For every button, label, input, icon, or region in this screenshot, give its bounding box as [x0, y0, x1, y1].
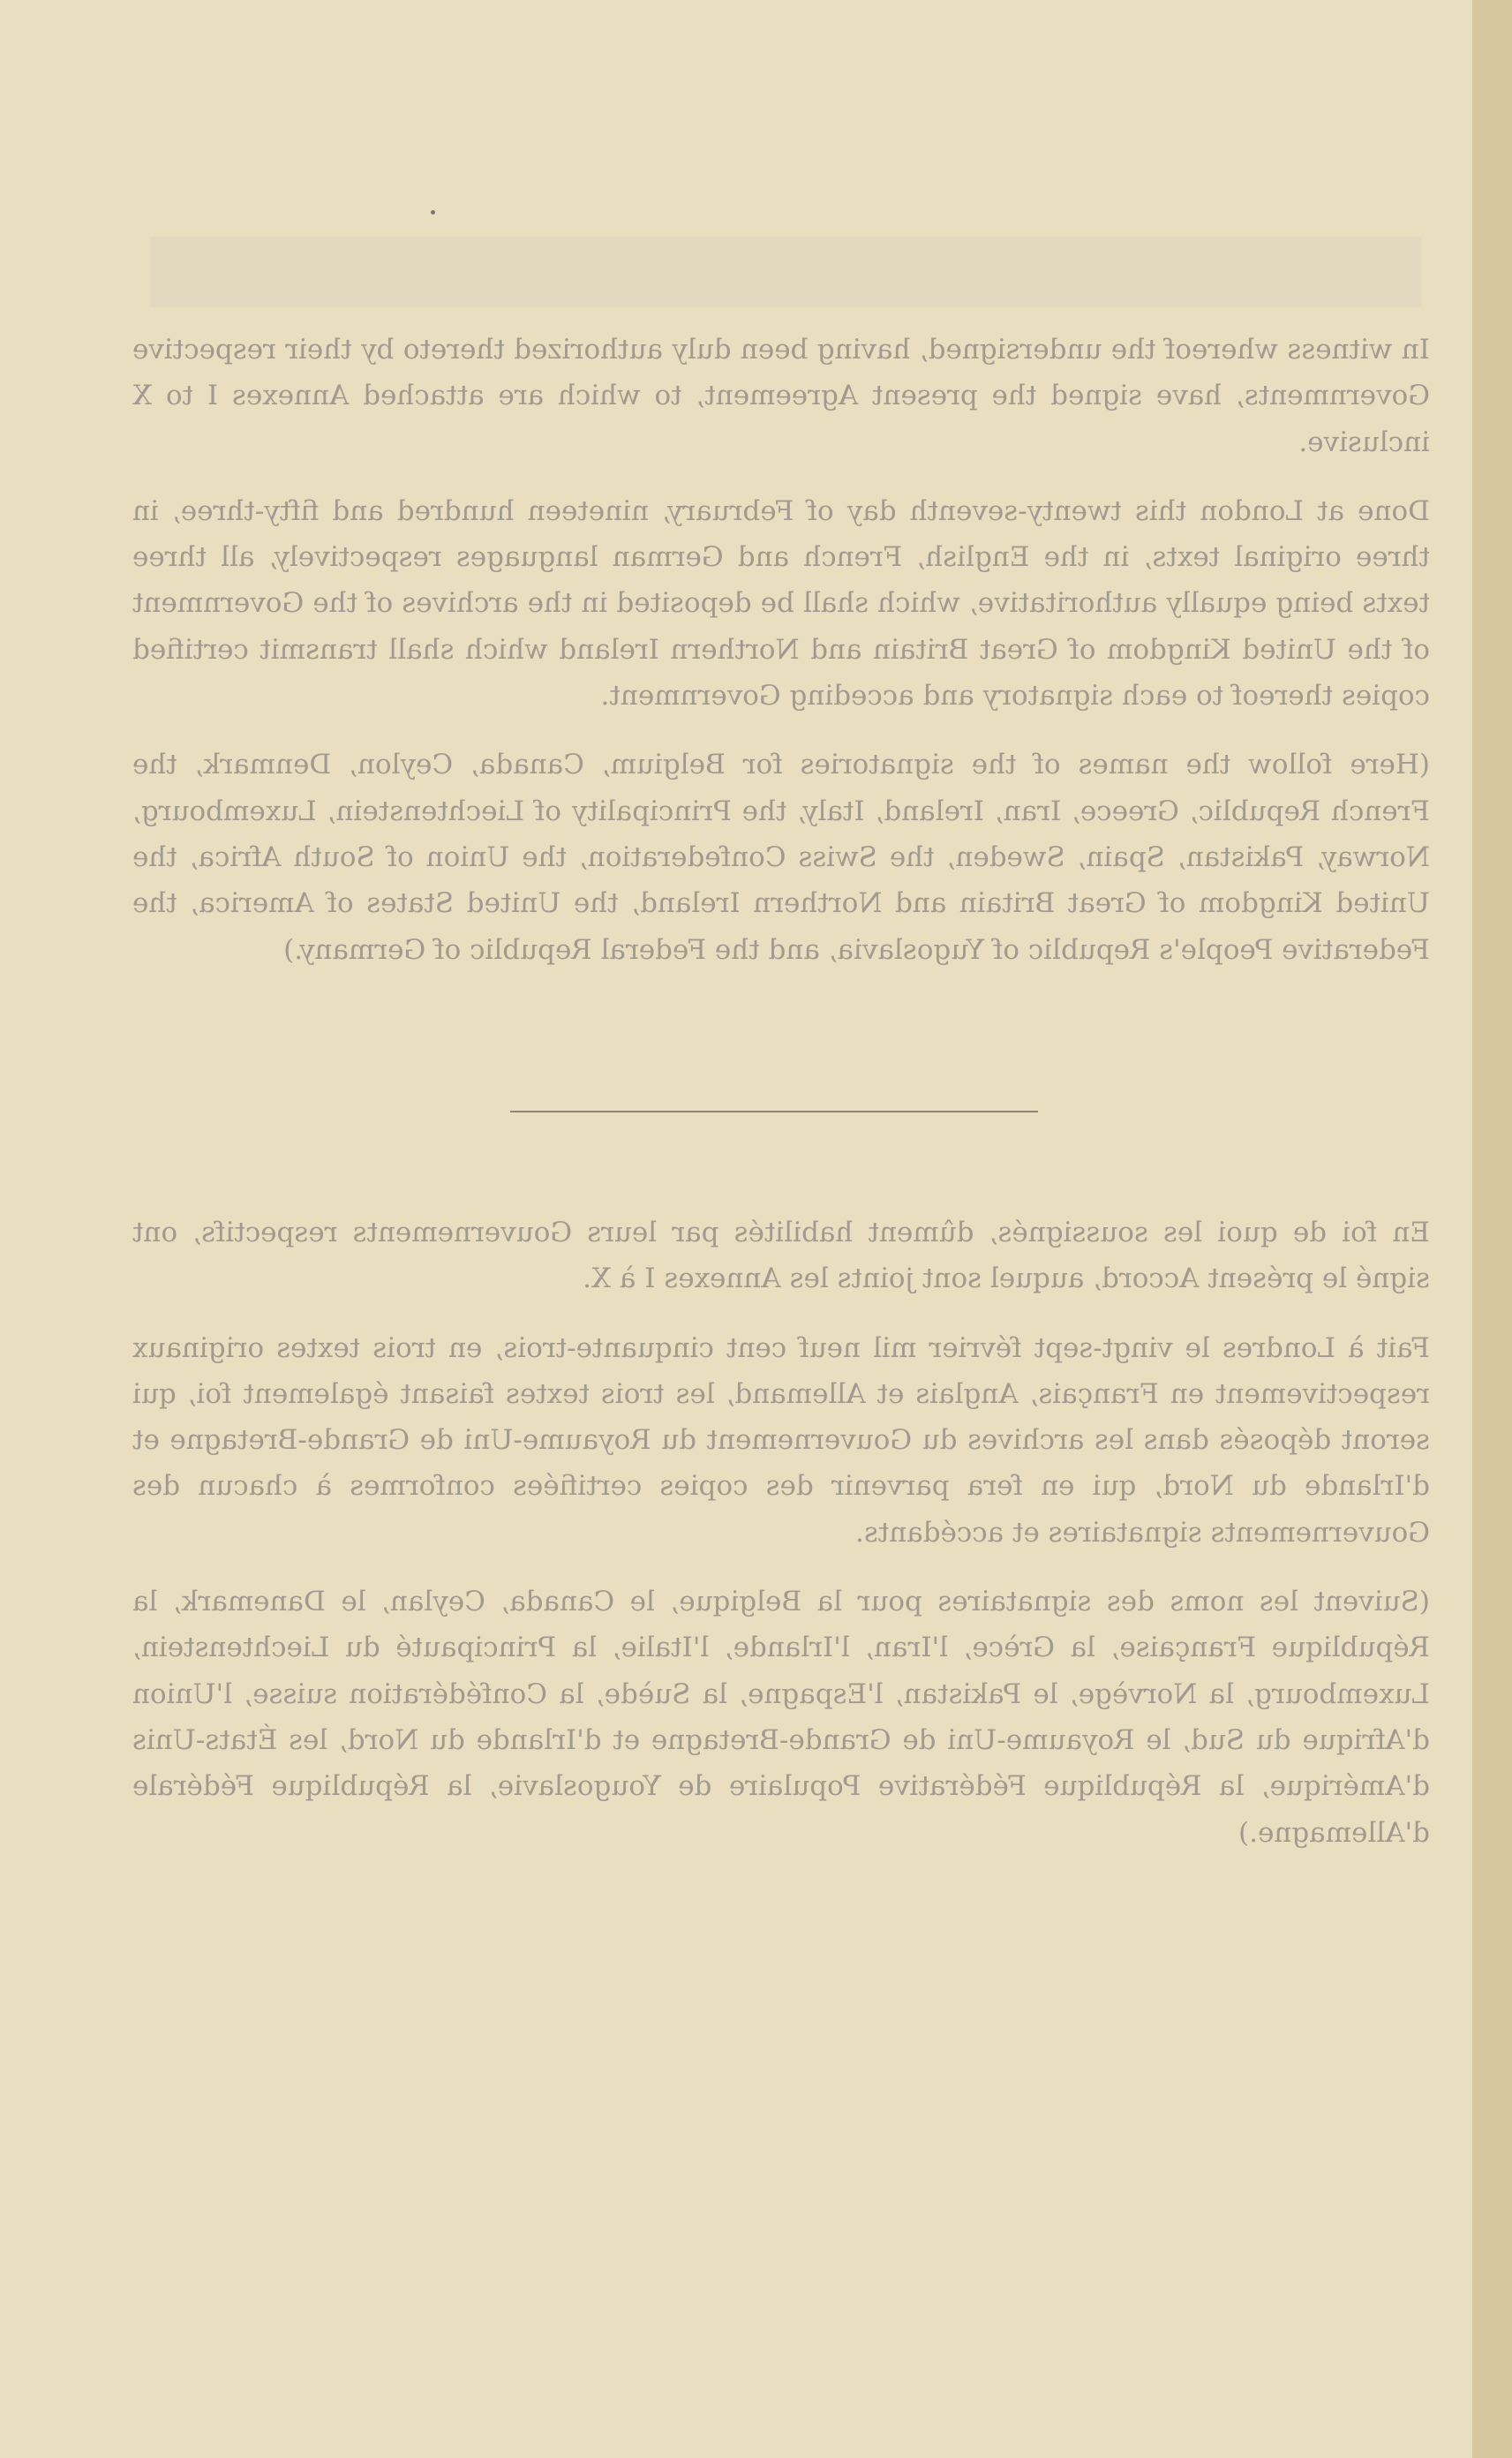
- english-text-block: [132, 327, 1430, 973]
- page-edge-strip: [1472, 0, 1512, 2458]
- english-paragraph-2: Done at London this twenty-seventh day of February, nineteen hundred and fifty-three, in three original texts, in the English, French and German languages respectively, all three texts being equally authoritative, which shall be deposited in the archives of the Government of the United Kingdom of Great Britain and Northern Ireland which shall transmit certified copies thereof to each signatory and acceding Government.: [132, 494, 1430, 713]
- french-text-block: [132, 1210, 1430, 1856]
- bleed-through-band: [150, 237, 1421, 307]
- speck-mark: [431, 210, 435, 215]
- english-paragraph-1: In witness whereof the undersigned, having been duly authorized thereto by their respective Governments, have signed the present Agreement, to which are attached Annexes I to X inclusive.: [132, 334, 1430, 458]
- french-paragraph-3: (Suivent les noms des signataires pour la Belgique, le Canada, Ceylan, le Danemark, la République Française, la Grèce, l'Iran, l'Irlande, l'Italie, la Principauté du Liechtenstein, Luxembourg, la Norvège, le Pakistan, l'Espagne, la Suède, la Confédération suisse, l'Union d'Afrique du Sud, le Royaume-Uni de Grande-Bretagne et d'Irlande du Nord, les États-Unis d'Amérique, la République Fédérative Populaire de Yougoslavie, la République Fédérale d'Allemagne.): [132, 1586, 1430, 1849]
- french-paragraph-2: Fait à Londres le vingt-sept février mil neuf cent cinquante-trois, en trois textes originaux respectivement en Français, Anglais et Allemand, les trois textes faisant également foi, qui seront déposés dans les archives du Gouvernement du Royaume-Uni de Grande-Bretagne et d'Irlande du Nord, qui en fera parvenir des copies certifiées conformes à chacun des Gouvernements signataires et accédants.: [132, 1331, 1430, 1549]
- english-paragraph-3: (Here follow the names of the signatories for Belgium, Canada, Ceylon, Denmark, the French Republic, Greece, Iran, Ireland, Italy, the Principality of Liechtenstein, Luxembourg, Norway, Pakistan, Spain, Sweden, the Swiss Confederation, the Union of South Africa, the United Kingdom of Great Britain and Northern Ireland, the United States of America, the Federative People's Republic of Yugoslavia, and the Federal Republic of Germany.): [132, 749, 1430, 966]
- french-paragraph-1: En foi de quoi les soussignés, dûment habilités par leurs Gouvernements respectifs, ont signé le présent Accord, auquel sont joints les Annexes I à X.: [132, 1217, 1430, 1295]
- section-divider: [510, 1111, 1038, 1112]
